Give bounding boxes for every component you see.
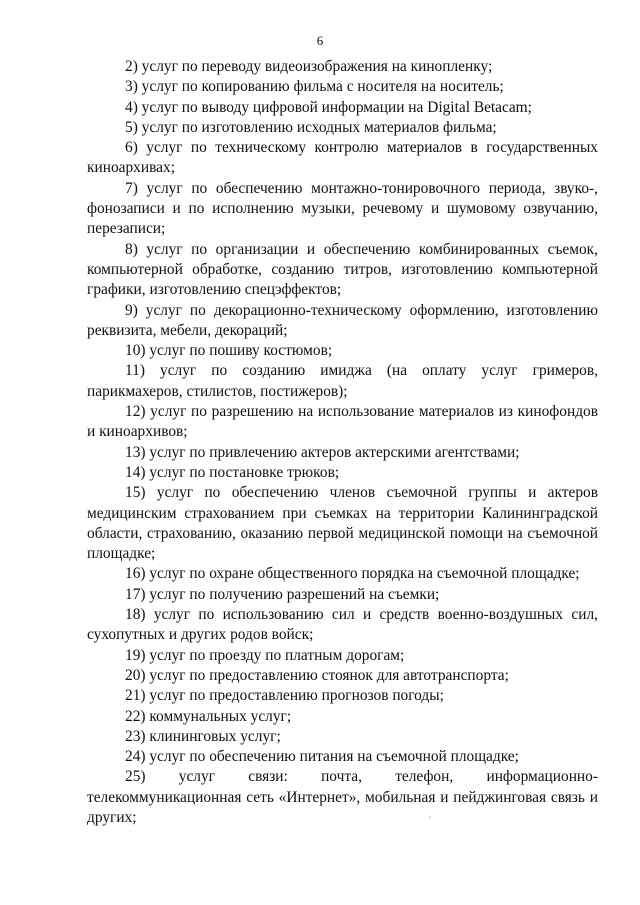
document-body xyxy=(87,57,598,828)
list-item: 4) услуг по выводу цифровой информации на Digital Betacam; xyxy=(125,98,532,116)
list-item: 17) услуг по получению разрешений на съемки; xyxy=(125,585,440,603)
list-item: 14) услуг по постановке трюков; xyxy=(125,463,340,481)
list-item: 13) услуг по привлечению актеров актерскими агентствами; xyxy=(125,443,520,461)
list-item: 16) услуг по охране общественного порядка на съемочной площадке; xyxy=(125,565,580,583)
list-item: 21) услуг по предоставлению прогнозов погоды; xyxy=(125,687,444,705)
list-item: 12) услуг по разрешению на использование материалов из кинофондов и киноархивов; xyxy=(87,403,598,441)
list-item: 22) коммунальных услуг; xyxy=(125,707,292,725)
scan-speck xyxy=(429,816,431,818)
list-item: 8) услуг по организации и обеспечению комбинированных съемок, компьютерной обработке, созданию титров, изготовлению компьютерной графики, изготовлению спецэффектов; xyxy=(87,240,598,299)
list-item: 25) услуг связи: почта, телефон, информационно-телекоммуникационная сеть «Интернет», мобильная и пейджинговая связь и других; xyxy=(87,768,598,826)
list-item: 9) услуг по декорационно-техническому оформлению, изготовлению реквизита, мебели, декораций; xyxy=(87,301,598,339)
list-item: 15) услуг по обеспечению членов съемочной группы и актеров медицинским страхованием при съемках на территории Калининградской области, страхованию, оказанию первой медицинской помощи на съемочной площадке; xyxy=(87,484,598,563)
list-item: 2) услуг по переводу видеоизображения на кинопленку; xyxy=(125,58,493,75)
list-item: 19) услуг по проезду по платным дорогам; xyxy=(125,646,405,664)
list-item: 11) услуг по созданию имиджа (на оплату услуг гримеров, парикмахеров, стилистов, постижеров); xyxy=(87,362,598,400)
list-item: 6) услуг по техническому контролю материалов в государственных киноархивах; xyxy=(87,139,598,177)
list-item: 24) услуг по обеспечению питания на съемочной площадке; xyxy=(125,748,519,766)
page-number: 6 xyxy=(316,33,324,48)
list-item: 18) услуг по использованию сил и средств военно-воздушных сил, сухопутных и других родов войск; xyxy=(87,606,598,644)
list-item: 20) услуг по предоставлению стоянок для автотранспорта; xyxy=(125,666,509,684)
list-item: 7) услуг по обеспечению монтажно-тонировочного периода, звуко-, фонозаписи и по исполнению музыки, речевому и шумовому озвучанию, перезаписи; xyxy=(87,179,598,238)
list-item: 23) клининговых услуг; xyxy=(125,727,281,745)
list-item: 3) услуг по копированию фильма с носителя на носитель; xyxy=(125,78,504,96)
list-item: 10) услуг по пошиву костюмов; xyxy=(125,342,333,360)
list-item: 5) услуг по изготовлению исходных материалов фильма; xyxy=(125,118,497,136)
